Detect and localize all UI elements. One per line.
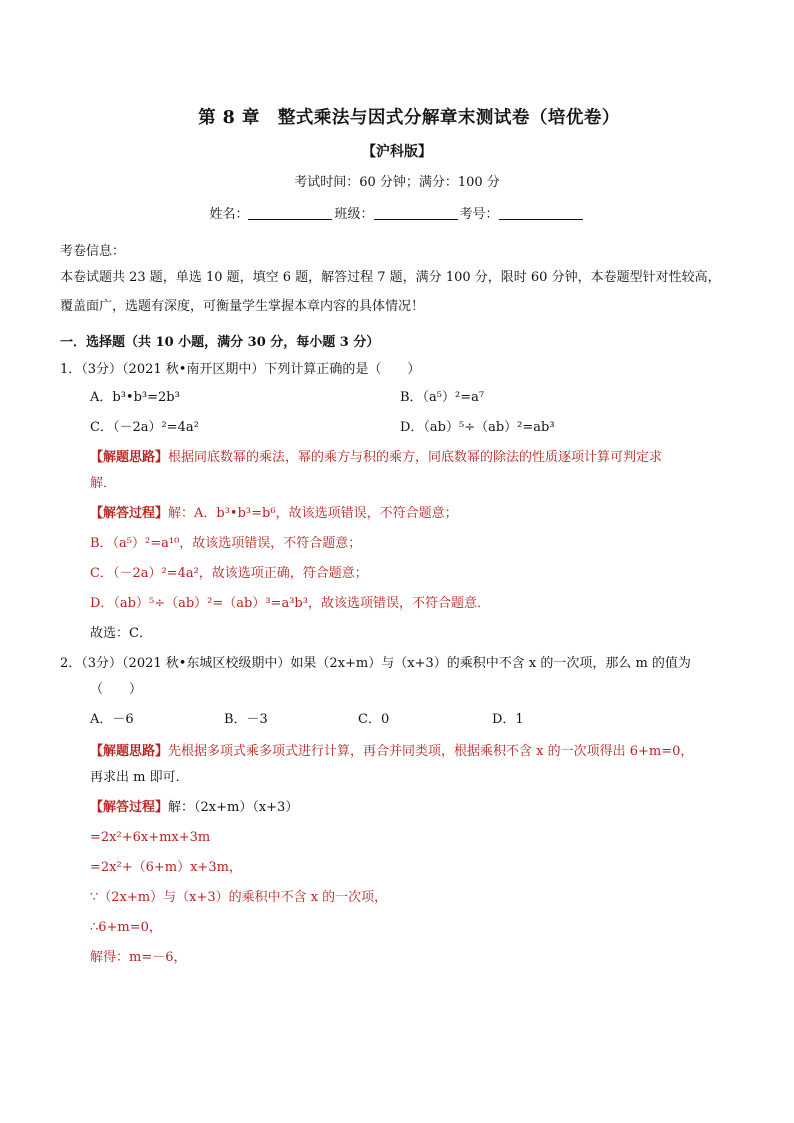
student-fields [60, 203, 734, 222]
number-blank [499, 206, 583, 220]
q2-idea-cont: 再求出 m 即可． [90, 770, 189, 785]
section-heading: 一．选择题（共 10 小题，满分 30 分，每小题 3 分） [60, 335, 380, 350]
q1-process-d: D．（ab）⁵÷（ab）²=（ab）³=a³b³，故该选项错误，不符合题意． [90, 596, 490, 611]
q2-process-5: ∴6+m=0， [90, 920, 162, 935]
q2-idea-tag: 【解题思路】 [90, 744, 169, 759]
q1-answer: 故选：C． [90, 626, 152, 641]
q1-option-c: C．（－2a）²=4a² [90, 420, 199, 435]
edition-label: 【沪科版】 [362, 144, 432, 160]
q2-process-2: =2x²+6x+mx+3m [90, 830, 211, 845]
q1-option-d: D．（ab）⁵÷（ab）²=ab³ [400, 420, 555, 435]
info-line-1: 本卷试题共 23 题，单选 10 题，填空 6 题，解答过程 7 题，满分 100 分，限时 60 分钟，本卷题型针对性较高， [60, 270, 721, 285]
question-2-stem: 2．（3分）（2021 秋•东城区校级期中）如果（2x+m）与（x+3）的乘积中不含 x 的一次项，那么 m 的值为 [60, 656, 691, 671]
q2-option-b: B．－3 [224, 712, 268, 727]
q1-option-b: B．（a⁵）²=a⁷ [400, 390, 485, 405]
q1-process-b: B．（a⁵）²=a¹⁰，故该选项错误，不符合题意； [90, 536, 362, 551]
q1-process-a-text: 解：A．b³•b³=b⁶，故该选项错误，不符合题意； [168, 506, 458, 521]
q1-process-tag: 【解答过程】 [90, 506, 169, 521]
info-heading: 考卷信息： [60, 244, 126, 259]
q1-option-a: A．b³•b³=2b³ [90, 390, 180, 405]
question-2-options [60, 705, 734, 735]
name-blank [248, 206, 332, 220]
q1-idea-text: 根据同底数幂的乘法，幂的乘方与积的乘方，同底数幂的除法的性质逐项计算可判定求 [168, 450, 663, 465]
q2-idea [60, 739, 734, 765]
question-2-stem-cont: （ ） [90, 682, 143, 697]
page-title: 第 8 章 整式乘法与因式分解章末测试卷（培优卷） [198, 108, 620, 128]
q2-option-c: C．0 [358, 712, 390, 727]
q1-process-a [60, 501, 734, 527]
q2-process-3: =2x²+（6+m）x+3m， [90, 860, 242, 875]
class-label: 班级： [334, 207, 374, 222]
number-label: 考号： [459, 207, 499, 222]
q2-option-d: D．1 [492, 712, 524, 727]
info-line-2: 覆盖面广，选题有深度，可衡量学生掌握本章内容的具体情况！ [60, 299, 425, 314]
exam-meta: 考试时间：60 分钟；满分：100 分 [294, 175, 500, 190]
q2-process-1 [60, 795, 734, 821]
question-1-stem: 1．（3分）（2021 秋•南开区期中）下列计算正确的是（ ） [60, 362, 421, 377]
q2-idea-text: 先根据多项式乘多项式进行计算，再合并同类项，根据乘积不含 x 的一次项得出 6+m=0， [168, 744, 694, 759]
q1-idea-tag: 【解题思路】 [90, 450, 169, 465]
q2-process-1-text: 解：（2x+m）（x+3） [168, 800, 299, 815]
question-1-options-row1 [60, 383, 734, 413]
q2-process-6: 解得：m=－6， [90, 950, 187, 965]
q2-process-tag: 【解答过程】 [90, 800, 169, 815]
q1-process-c: C．（－2a）²=4a²，故该选项正确，符合题意； [90, 566, 368, 581]
q2-process-4: ∵（2x+m）与（x+3）的乘积中不含 x 的一次项， [90, 890, 388, 905]
class-blank [374, 206, 458, 220]
q1-idea-cont: 解． [90, 476, 117, 491]
q2-option-a: A．－6 [90, 712, 134, 727]
q1-idea [60, 445, 734, 471]
question-1-options-row2 [60, 413, 734, 443]
name-label: 姓名： [209, 207, 249, 222]
